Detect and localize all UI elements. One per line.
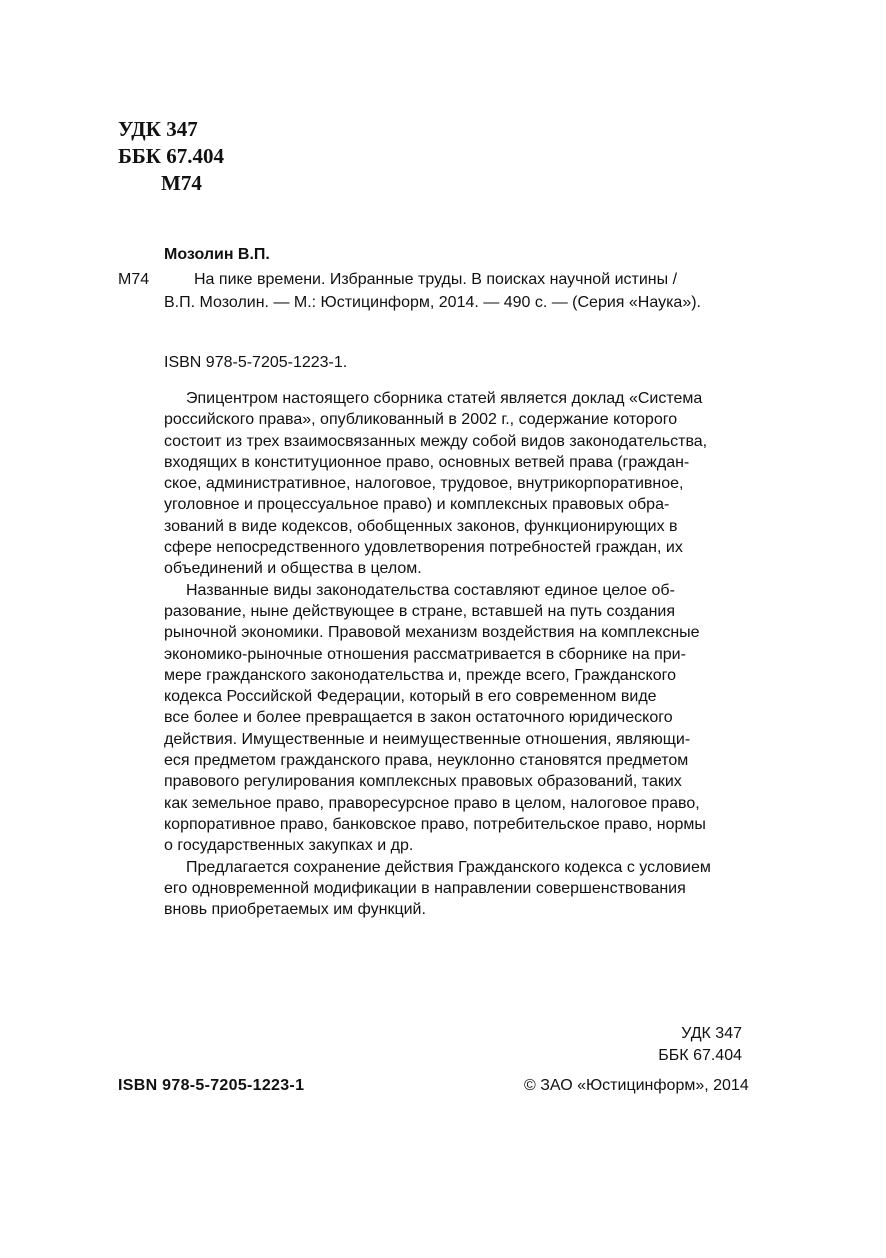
classification-block bbox=[118, 116, 224, 197]
abstract bbox=[164, 388, 744, 920]
abstract-paragraph bbox=[164, 388, 744, 580]
udk-code: УДК 347 bbox=[681, 1025, 742, 1042]
bottom-classification bbox=[658, 1023, 742, 1067]
text-line: разование, ныне действующее в стране, вставшей на путь создания bbox=[164, 602, 676, 620]
text-line: как земельное право, праворесурсное право в целом, налоговое право, bbox=[164, 794, 700, 812]
biblio-line: На пике времени. Избранные труды. В поисках научной истины / bbox=[194, 271, 678, 288]
udk-code: УДК 347 bbox=[118, 117, 198, 141]
bbk-code: ББК 67.404 bbox=[658, 1047, 742, 1064]
text-line: Эпицентром настоящего сборника статей является доклад «Система bbox=[186, 390, 703, 407]
abstract-paragraph bbox=[164, 580, 744, 857]
author-name: Мозолин В.П. bbox=[164, 246, 270, 263]
text-line: сфере непосредственного удовлетворения потребностей граждан, их bbox=[164, 539, 683, 557]
abstract-paragraph bbox=[164, 857, 744, 921]
text-line: экономико-рыночные отношения рассматривается в сборнике на при- bbox=[164, 645, 686, 663]
bbk-code: ББК 67.404 bbox=[118, 144, 224, 168]
text-line: ское, административное, налоговое, трудовое, внутрикорпоративное, bbox=[164, 475, 684, 493]
copyright-notice: © ЗАО «Юстицинформ», 2014 bbox=[524, 1077, 749, 1094]
text-line: кодекса Российской Федерации, который в его современном виде bbox=[164, 688, 657, 706]
text-line: мере гражданского законодательства и, прежде всего, Гражданского bbox=[164, 666, 676, 684]
text-line: его одновременной модификации в направлении совершенствования bbox=[164, 879, 686, 897]
text-line: объединений и общества в целом. bbox=[164, 560, 422, 578]
author-mark-code: М74 bbox=[161, 171, 202, 195]
isbn-footer: ISBN 978-5-7205-1223-1 bbox=[118, 1077, 305, 1094]
isbn-line: ISBN 978-5-7205-1223-1. bbox=[164, 354, 348, 371]
text-line: Названные виды законодательства составляют единое целое об- bbox=[186, 581, 675, 599]
author-mark: М74 bbox=[118, 271, 150, 288]
text-line: рыночной экономики. Правовой механизм воздействия на комплексные bbox=[164, 624, 700, 642]
text-line: состоит из трех взаимосвязанных между собой видов законодательства, bbox=[164, 432, 708, 450]
text-line: действия. Имущественные и неимущественные отношения, являющи- bbox=[164, 730, 691, 748]
text-line: корпоративное право, банковское право, потребительское право, нормы bbox=[164, 815, 706, 833]
text-line: все более и более превращается в закон остаточного юридического bbox=[164, 709, 673, 727]
text-line: о государственных закупках и др. bbox=[164, 837, 414, 855]
text-line: уголовное и процессуальное право) и комплексных правовых обра- bbox=[164, 496, 670, 514]
biblio-line: В.П. Мозолин. — М.: Юстицинформ, 2014. — 490 с. — (Серия «Наука»). bbox=[164, 293, 701, 311]
text-line: Предлагается сохранение действия Гражданского кодекса с условием bbox=[186, 858, 711, 876]
text-line: входящих в конституционное право, основных ветвей права (граждан- bbox=[164, 453, 690, 471]
text-line: зований в виде кодексов, обобщенных законов, функционирующих в bbox=[164, 517, 678, 535]
text-line: вновь приобретаемых им функций. bbox=[164, 901, 426, 919]
text-line: еся предметом гражданского права, неуклонно становятся предметом bbox=[164, 752, 689, 770]
bibliographic-description bbox=[164, 269, 754, 314]
text-line: российского права», опубликованный в 2002 г., содержание которого bbox=[164, 411, 678, 429]
text-line: правового регулирования комплексных правовых образований, таких bbox=[164, 773, 682, 791]
